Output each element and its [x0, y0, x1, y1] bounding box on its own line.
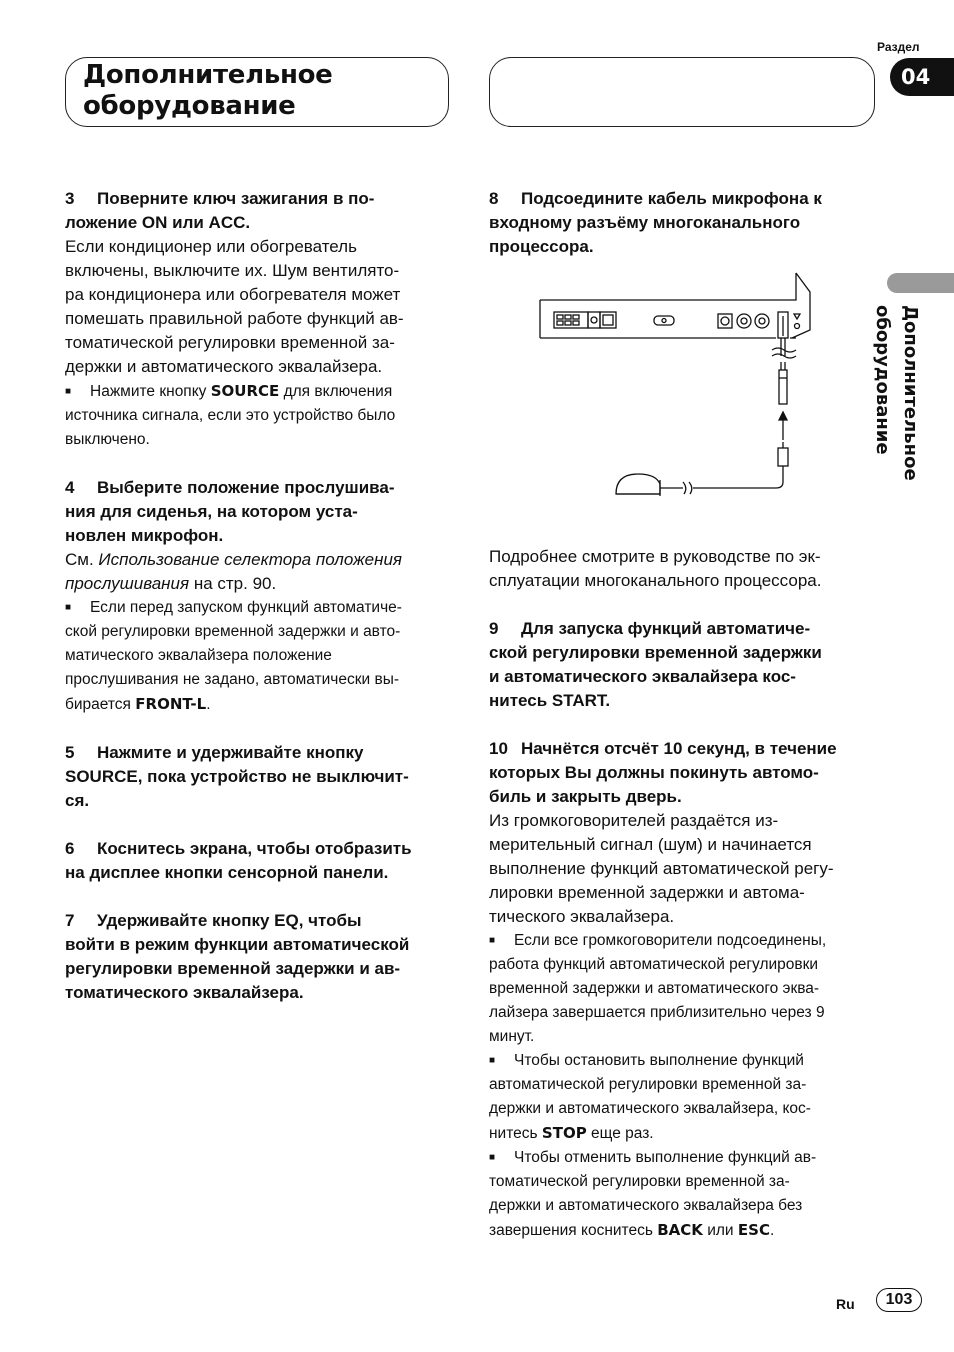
language-code: Ru	[836, 1296, 855, 1312]
step-10-note-2: ■ Чтобы остановить выполнение функций автоматической регулировки временной за- держки и автоматического эквалайзера, кос- нитесь STOP еще раз.	[489, 1049, 881, 1146]
page-title-line1: Дополнительное	[83, 60, 333, 90]
section-number-tab: 04	[890, 58, 954, 96]
rca-jack	[755, 314, 769, 328]
step-8-title: 8 Подсоедините кабель микрофона к входному разъёму многоканального процессора.	[489, 189, 822, 256]
step-7-title: 7 Удерживайте кнопку EQ, чтобы войти в режим функции автоматической регулировки временной задержки и ав- томатического эквалайзера.	[65, 911, 410, 1002]
step-10-title: 10 Начнётся отсчёт 10 секунд, в течение которых Вы должны покинуть автомо- биль и закрыть дверь.	[489, 739, 837, 806]
step-10-body: Из громкоговорителей раздаётся из- мерительный сигнал (шум) и начинается выполнение функций автоматической регу- лировки временной задержки и автома- тического эквалайзера.	[489, 811, 834, 926]
after-diagram-text: Подробнее смотрите в руководстве по эк- сплуатации многоканального процессора.	[489, 547, 822, 590]
bullet-square-icon: ■	[489, 1152, 496, 1163]
step-4-title: 4 Выберите положение прослушива- ния для сиденья, на котором уста- новлен микрофон.	[65, 478, 395, 545]
bullet-square-icon: ■	[489, 1055, 496, 1066]
step-6-title: 6 Коснитесь экрана, чтобы отобразить на дисплее кнопки сенсорной панели.	[65, 839, 412, 882]
page-title-line2: оборудование	[83, 91, 296, 121]
side-chapter-title: Дополнительное оборудование	[872, 305, 921, 481]
page-number: 103	[876, 1288, 922, 1312]
bullet-square-icon: ■	[65, 386, 72, 397]
step-5-title: 5 Нажмите и удерживайте кнопку SOURCE, пока устройство не выключит- ся.	[65, 743, 409, 810]
page-title	[83, 60, 423, 122]
step-9-title: 9 Для запуска функций автоматиче- ской регулировки временной задержки и автоматического эквалайзера кос- нитесь START.	[489, 619, 822, 710]
step-3-body: Если кондиционер или обогреватель включены, выключите их. Шум вентилято- ра кондиционера или обогревателя может помешать правильной работе функций ав- томатической регулировки временной за- держки и автоматического эквалайзера.	[65, 237, 404, 376]
step-10-note-3: ■ Чтобы отменить выполнение функций ав- томатической регулировки временной за- держки и автоматического эквалайзера без завершения коснитесь BACK или ESC.	[489, 1146, 881, 1243]
rca-jack	[737, 314, 751, 328]
mic-plug	[778, 448, 788, 466]
section-label: Раздел	[877, 40, 920, 54]
slot	[654, 316, 674, 325]
empty-title-frame	[489, 57, 875, 127]
side-gray-tab	[887, 273, 954, 293]
step-10-note-1: ■ Если все громкоговорители подсоединены, работа функций автоматической регулировки временной задержки и автоматического эква- лайзера завершается приблизительно через 9 минут.	[489, 929, 881, 1049]
microphone-connection-diagram	[538, 270, 814, 510]
microphone	[616, 474, 660, 494]
plug-housing	[779, 370, 787, 404]
bullet-square-icon: ■	[489, 935, 496, 946]
step-4-note: ■ Если перед запуском функций автоматиче- ской регулировки временной задержки и авто- матического эквалайзера положение прослушивания не задано, автоматически вы- бирается FRONT-L.	[65, 596, 455, 717]
jack-socket	[718, 314, 732, 328]
step-4-reference: См. Использование селектора положения прослушивания на стр. 90.	[65, 550, 403, 593]
step-3-note: ■ Нажмите кнопку SOURCE для включения источника сигнала, если это устройство было выключено.	[65, 382, 396, 448]
bullet-square-icon: ■	[65, 602, 72, 613]
left-column	[65, 187, 455, 1005]
step-3-title: 3 Поверните ключ зажигания в по- ложение ON или ACC.	[65, 189, 375, 232]
